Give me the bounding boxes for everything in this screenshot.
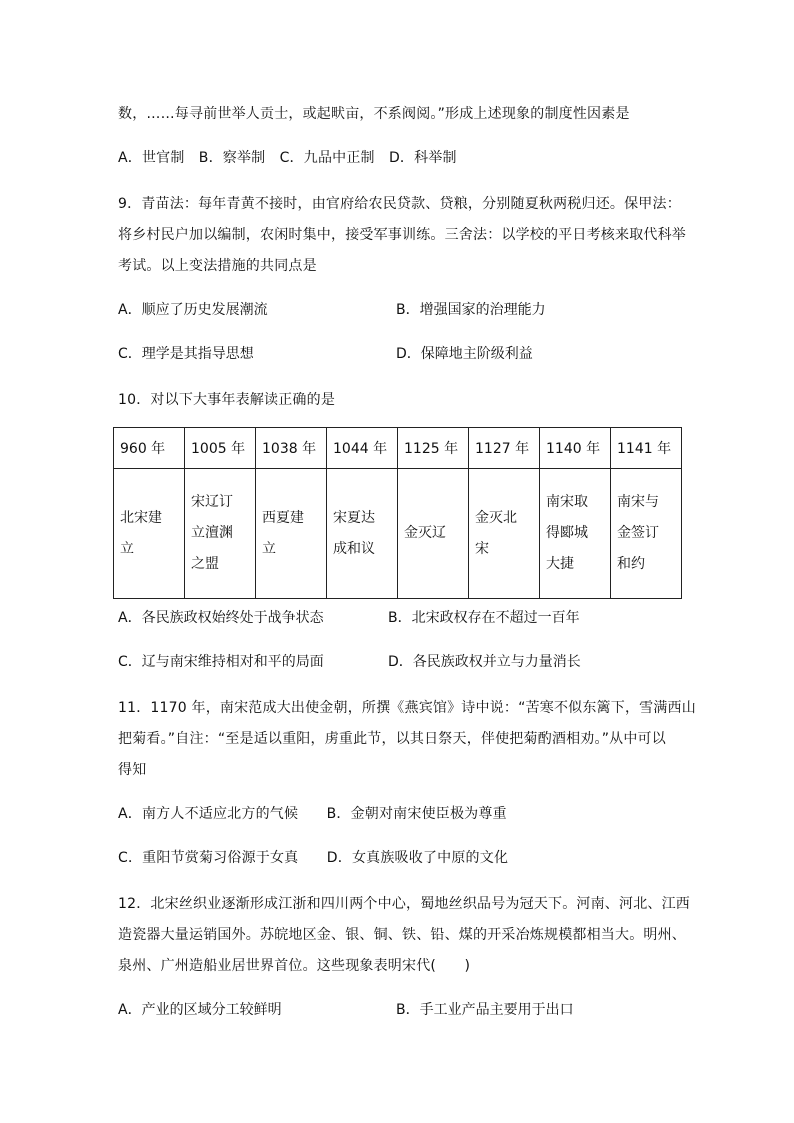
q12-option-b: B．手工业产品主要用于出口	[396, 1002, 574, 1018]
q11-options-ab: A．南方人不适应北方的气候 B．金朝对南宋使臣极为尊重	[118, 806, 507, 822]
q9-stem-line-2: 将乡村民户加以编制，农闲时集中，接受军事训练。三舍法：以学校的平日考核来取代科举	[118, 227, 686, 243]
event-cell-line: 宋辽订	[191, 494, 233, 510]
events-timeline-table	[113, 427, 682, 599]
event-cell-line: 大捷	[546, 556, 574, 572]
event-cell-line: 得郾城	[546, 525, 588, 541]
event-cell	[114, 469, 185, 599]
year-cell: 1141 年	[611, 428, 682, 469]
q11-stem-line-1: 11．1170 年，南宋范成大出使金朝，所撰《燕宾馆》诗中说：“苦寒不似东篱下，雪满西山	[118, 700, 696, 716]
event-cell-line: 立	[120, 540, 134, 557]
event-cell	[327, 469, 398, 599]
q12-stem-line-1: 12．北宋丝织业逐渐形成江浙和四川两个中心，蜀地丝织品号为冠天下。河南、河北、江西	[118, 896, 691, 912]
year-cell: 1005 年	[185, 428, 256, 469]
q9-option-d: D．保障地主阶级利益	[396, 346, 533, 362]
event-cell	[469, 469, 540, 599]
q8-options: A．世官制 B．察举制 C．九品中正制 D．科举制	[118, 150, 457, 166]
q12-stem-line-2: 造瓷器大量运销国外。苏皖地区金、银、铜、铁、铅、煤的开采冶炼规模都相当大。明州、	[118, 927, 686, 943]
event-cell-line: 南宋取	[546, 494, 588, 510]
q9-option-b: B．增强国家的治理能力	[396, 302, 546, 318]
event-cell-line: 立澶渊	[191, 525, 233, 541]
event-cell-line: 南宋与	[617, 494, 659, 510]
event-cell-line: 北宋建	[120, 509, 162, 526]
year-cell: 1125 年	[398, 428, 469, 469]
event-cell-line: 宋	[475, 540, 489, 557]
q9-stem-line-3: 考试。以上变法措施的共同点是	[118, 258, 317, 274]
event-cell	[540, 469, 611, 599]
year-cell: 1127 年	[469, 428, 540, 469]
event-cell-line: 金灭北	[475, 509, 517, 526]
q10-option-b: B．北宋政权存在不超过一百年	[388, 610, 580, 626]
q10-option-c: C．辽与南宋维持相对和平的局面	[118, 654, 324, 670]
event-cell	[185, 469, 256, 599]
q11-stem-line-3: 得知	[118, 762, 147, 778]
year-cell: 960 年	[114, 428, 185, 469]
event-cell-line: 金灭辽	[404, 525, 446, 541]
event-cell-line: 之盟	[191, 556, 219, 572]
q10-stem: 10．对以下大事年表解读正确的是	[118, 392, 336, 408]
event-cell-line: 宋夏达	[333, 509, 375, 526]
q9-stem-line-1: 9．青苗法：每年青黄不接时，由官府给农民贷款、贷粮，分别随夏秋两税归还。保甲法：	[118, 196, 681, 212]
year-cell: 1140 年	[540, 428, 611, 469]
event-cell-line: 立	[262, 540, 276, 557]
q12-option-a: A．产业的区域分工较鲜明	[118, 1002, 282, 1018]
year-cell: 1038 年	[256, 428, 327, 469]
q12-stem-line-3: 泉州、广州造船业居世界首位。这些现象表明宋代( )	[118, 958, 471, 974]
event-cell	[611, 469, 682, 599]
q11-options-cd: C．重阳节赏菊习俗源于女真 D．女真族吸收了中原的文化	[118, 850, 509, 866]
table-row-years	[114, 428, 682, 469]
year-cell: 1044 年	[327, 428, 398, 469]
event-cell-line: 金签订	[617, 525, 659, 541]
event-cell-line: 和约	[617, 556, 645, 572]
q11-stem-line-2: 把菊看。”自注：“至是适以重阳，虏重此节，以其日祭天，伴使把菊酌酒相劝。”从中可以	[118, 731, 666, 747]
event-cell-line: 成和议	[333, 540, 375, 557]
q8-stem-tail: 数，……每寻前世举人贡士，或起畎亩，不系阀阅。”形成上述现象的制度性因素是	[118, 106, 630, 122]
table-row-events	[114, 469, 682, 599]
event-cell	[256, 469, 327, 599]
q10-option-d: D．各民族政权并立与力量消长	[388, 654, 581, 670]
event-cell-line: 西夏建	[262, 509, 304, 526]
q10-option-a: A．各民族政权始终处于战争状态	[118, 610, 324, 626]
event-cell	[398, 469, 469, 599]
q9-option-a: A．顺应了历史发展潮流	[118, 302, 268, 318]
q9-option-c: C．理学是其指导思想	[118, 346, 254, 362]
